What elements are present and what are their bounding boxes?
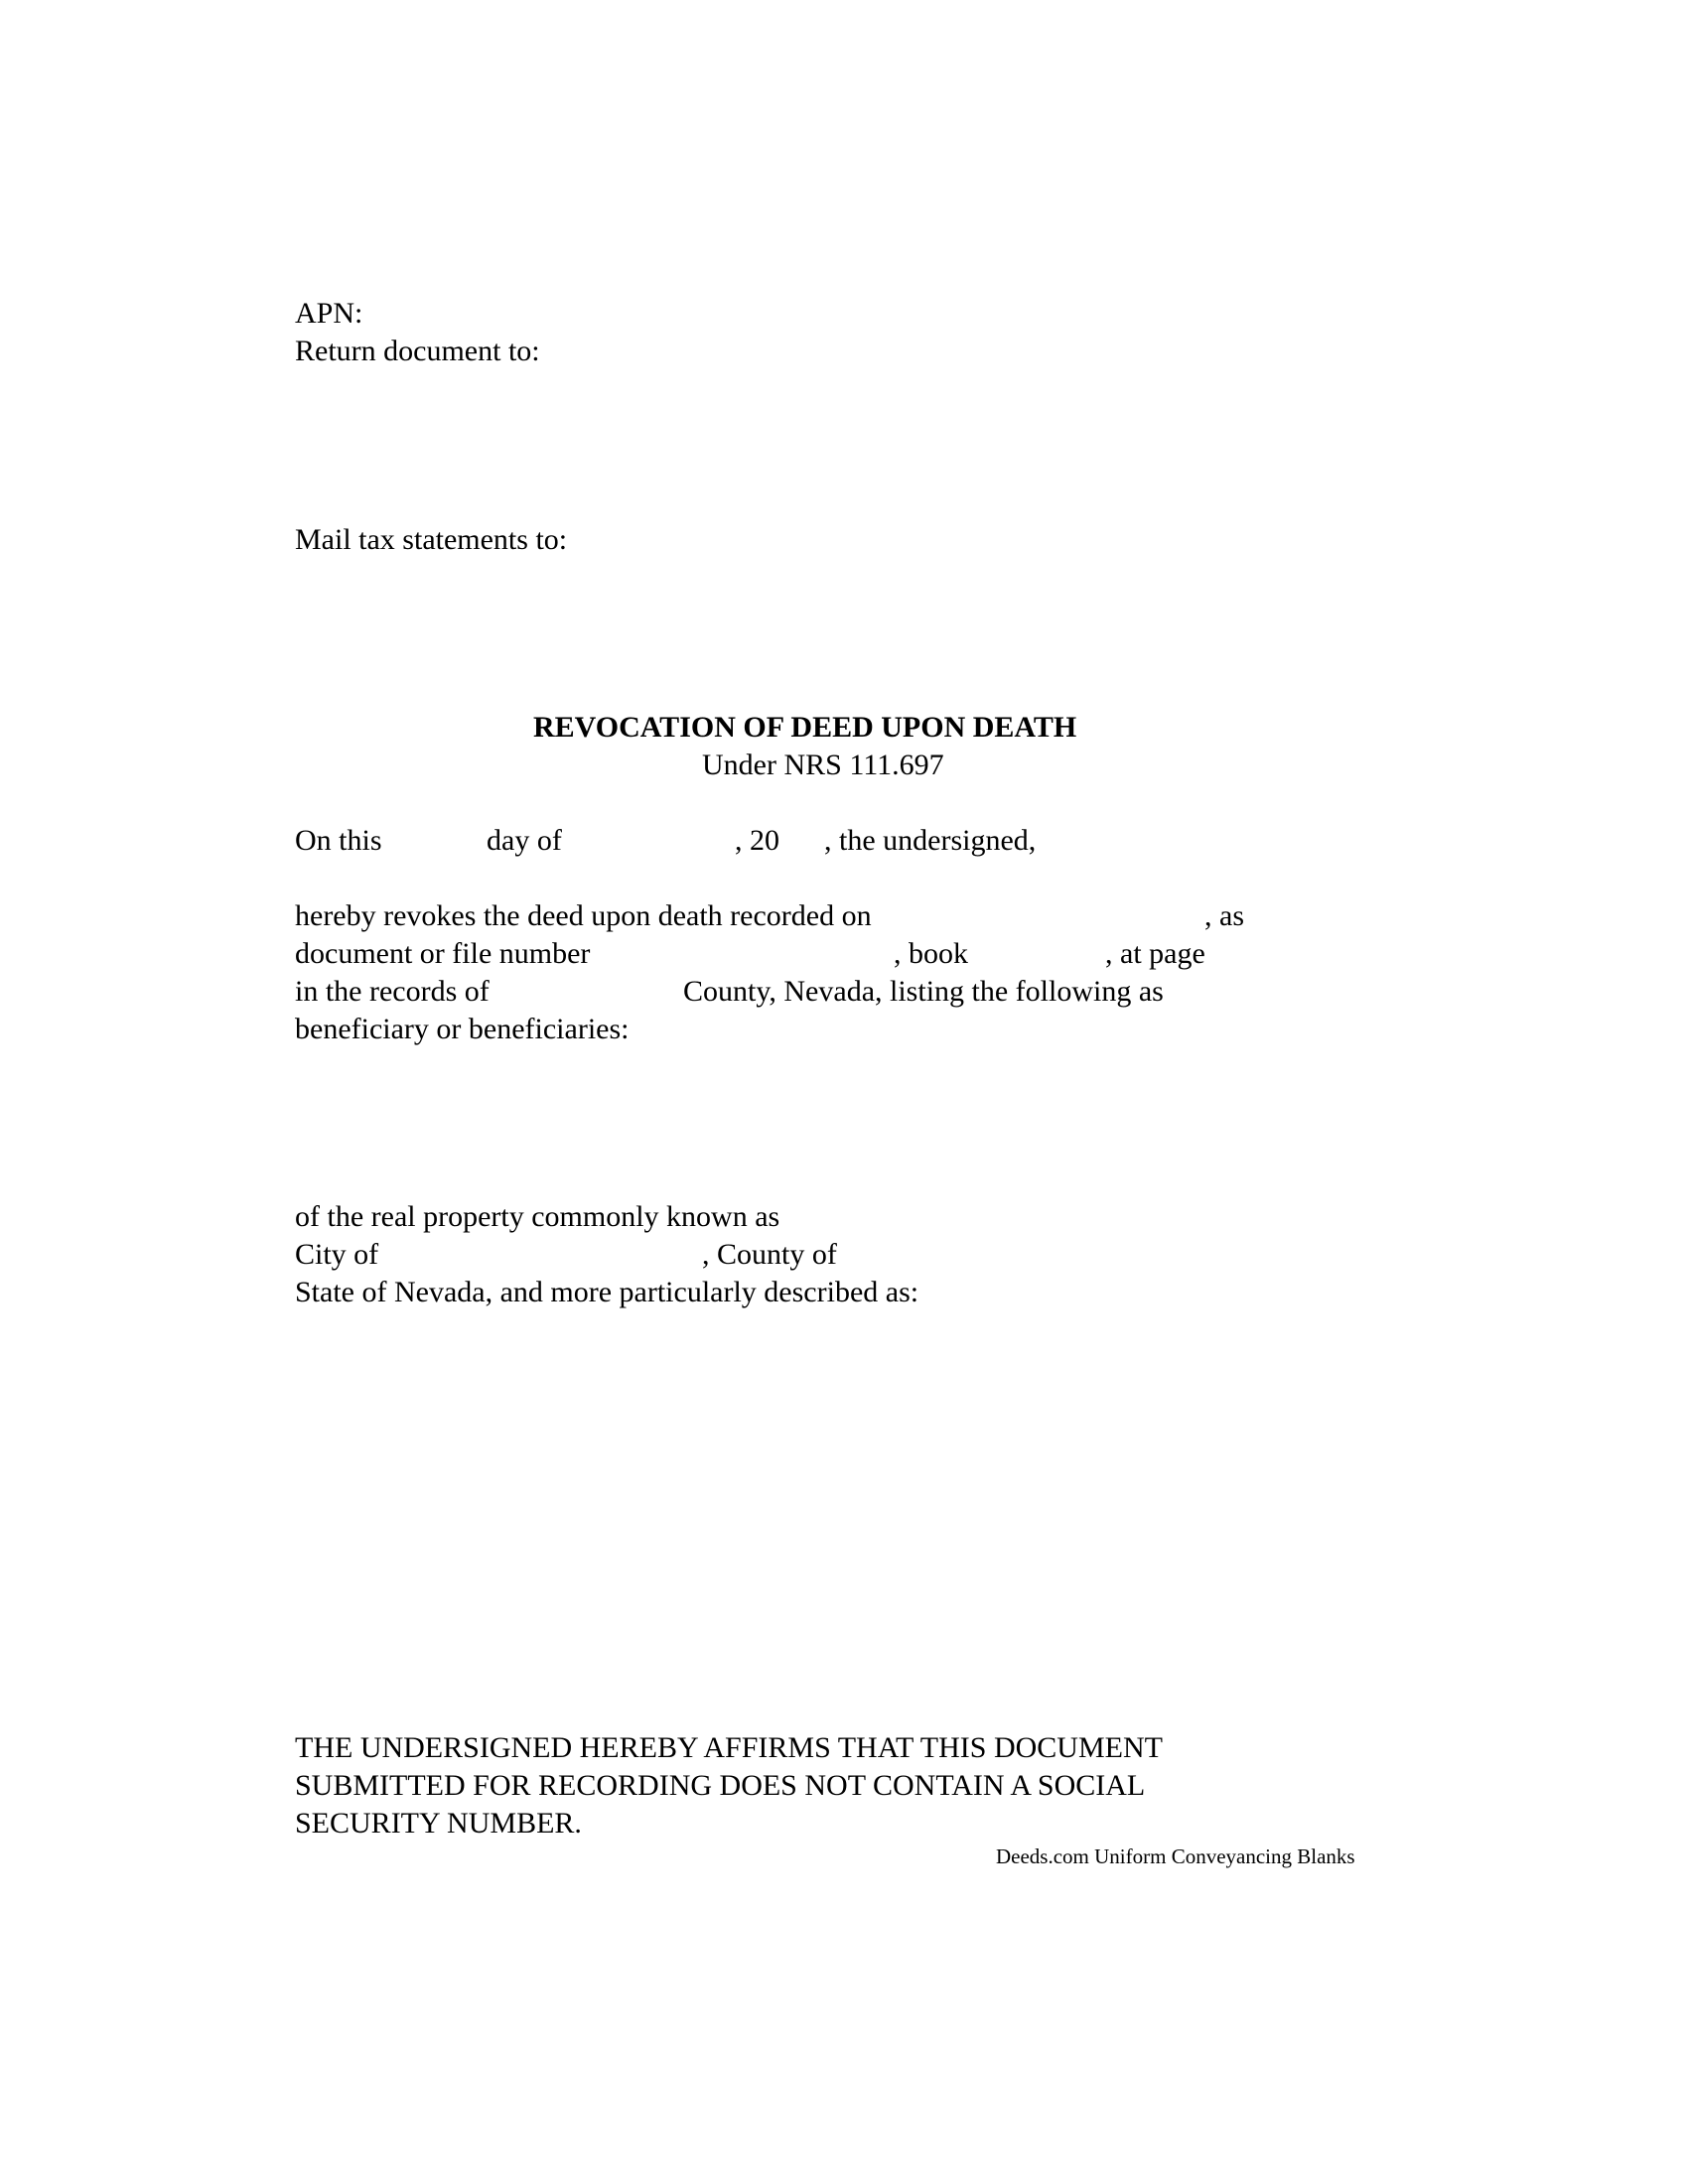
revocation-county: County, Nevada, listing the following as bbox=[683, 975, 1164, 1008]
apn-label: APN: bbox=[295, 297, 363, 330]
revocation-page: , at page bbox=[1105, 937, 1205, 970]
document-title: REVOCATION OF DEED UPON DEATH bbox=[533, 711, 1077, 744]
date-on-this: On this bbox=[295, 824, 382, 857]
revocation-line-2: document or file number bbox=[295, 937, 591, 970]
revocation-book: , book bbox=[894, 937, 968, 970]
property-county-of: , County of bbox=[702, 1238, 837, 1271]
property-line-3: State of Nevada, and more particularly described as: bbox=[295, 1276, 919, 1308]
date-year-prefix: , 20 bbox=[735, 824, 779, 857]
document-subtitle: Under NRS 111.697 bbox=[702, 749, 944, 781]
revocation-line-3: in the records of bbox=[295, 975, 490, 1008]
return-document-label: Return document to: bbox=[295, 335, 540, 367]
property-city-of: City of bbox=[295, 1238, 379, 1271]
mail-tax-statements-label: Mail tax statements to: bbox=[295, 523, 568, 556]
revocation-line-1-end: , as bbox=[1204, 899, 1244, 932]
affirmation-line-3: SECURITY NUMBER. bbox=[295, 1807, 582, 1840]
date-undersigned: , the undersigned, bbox=[824, 824, 1037, 857]
revocation-line-4: beneficiary or beneficiaries: bbox=[295, 1013, 630, 1045]
date-day-of: day of bbox=[487, 824, 562, 857]
affirmation-line-2: SUBMITTED FOR RECORDING DOES NOT CONTAIN A SOCIAL bbox=[295, 1769, 1146, 1802]
affirmation-line-1: THE UNDERSIGNED HEREBY AFFIRMS THAT THIS DOCUMENT bbox=[295, 1731, 1163, 1764]
property-line-1: of the real property commonly known as bbox=[295, 1200, 780, 1233]
footer-brand: Deeds.com Uniform Conveyancing Blanks bbox=[996, 1844, 1355, 1868]
revocation-line-1: hereby revokes the deed upon death recorded on bbox=[295, 899, 872, 932]
